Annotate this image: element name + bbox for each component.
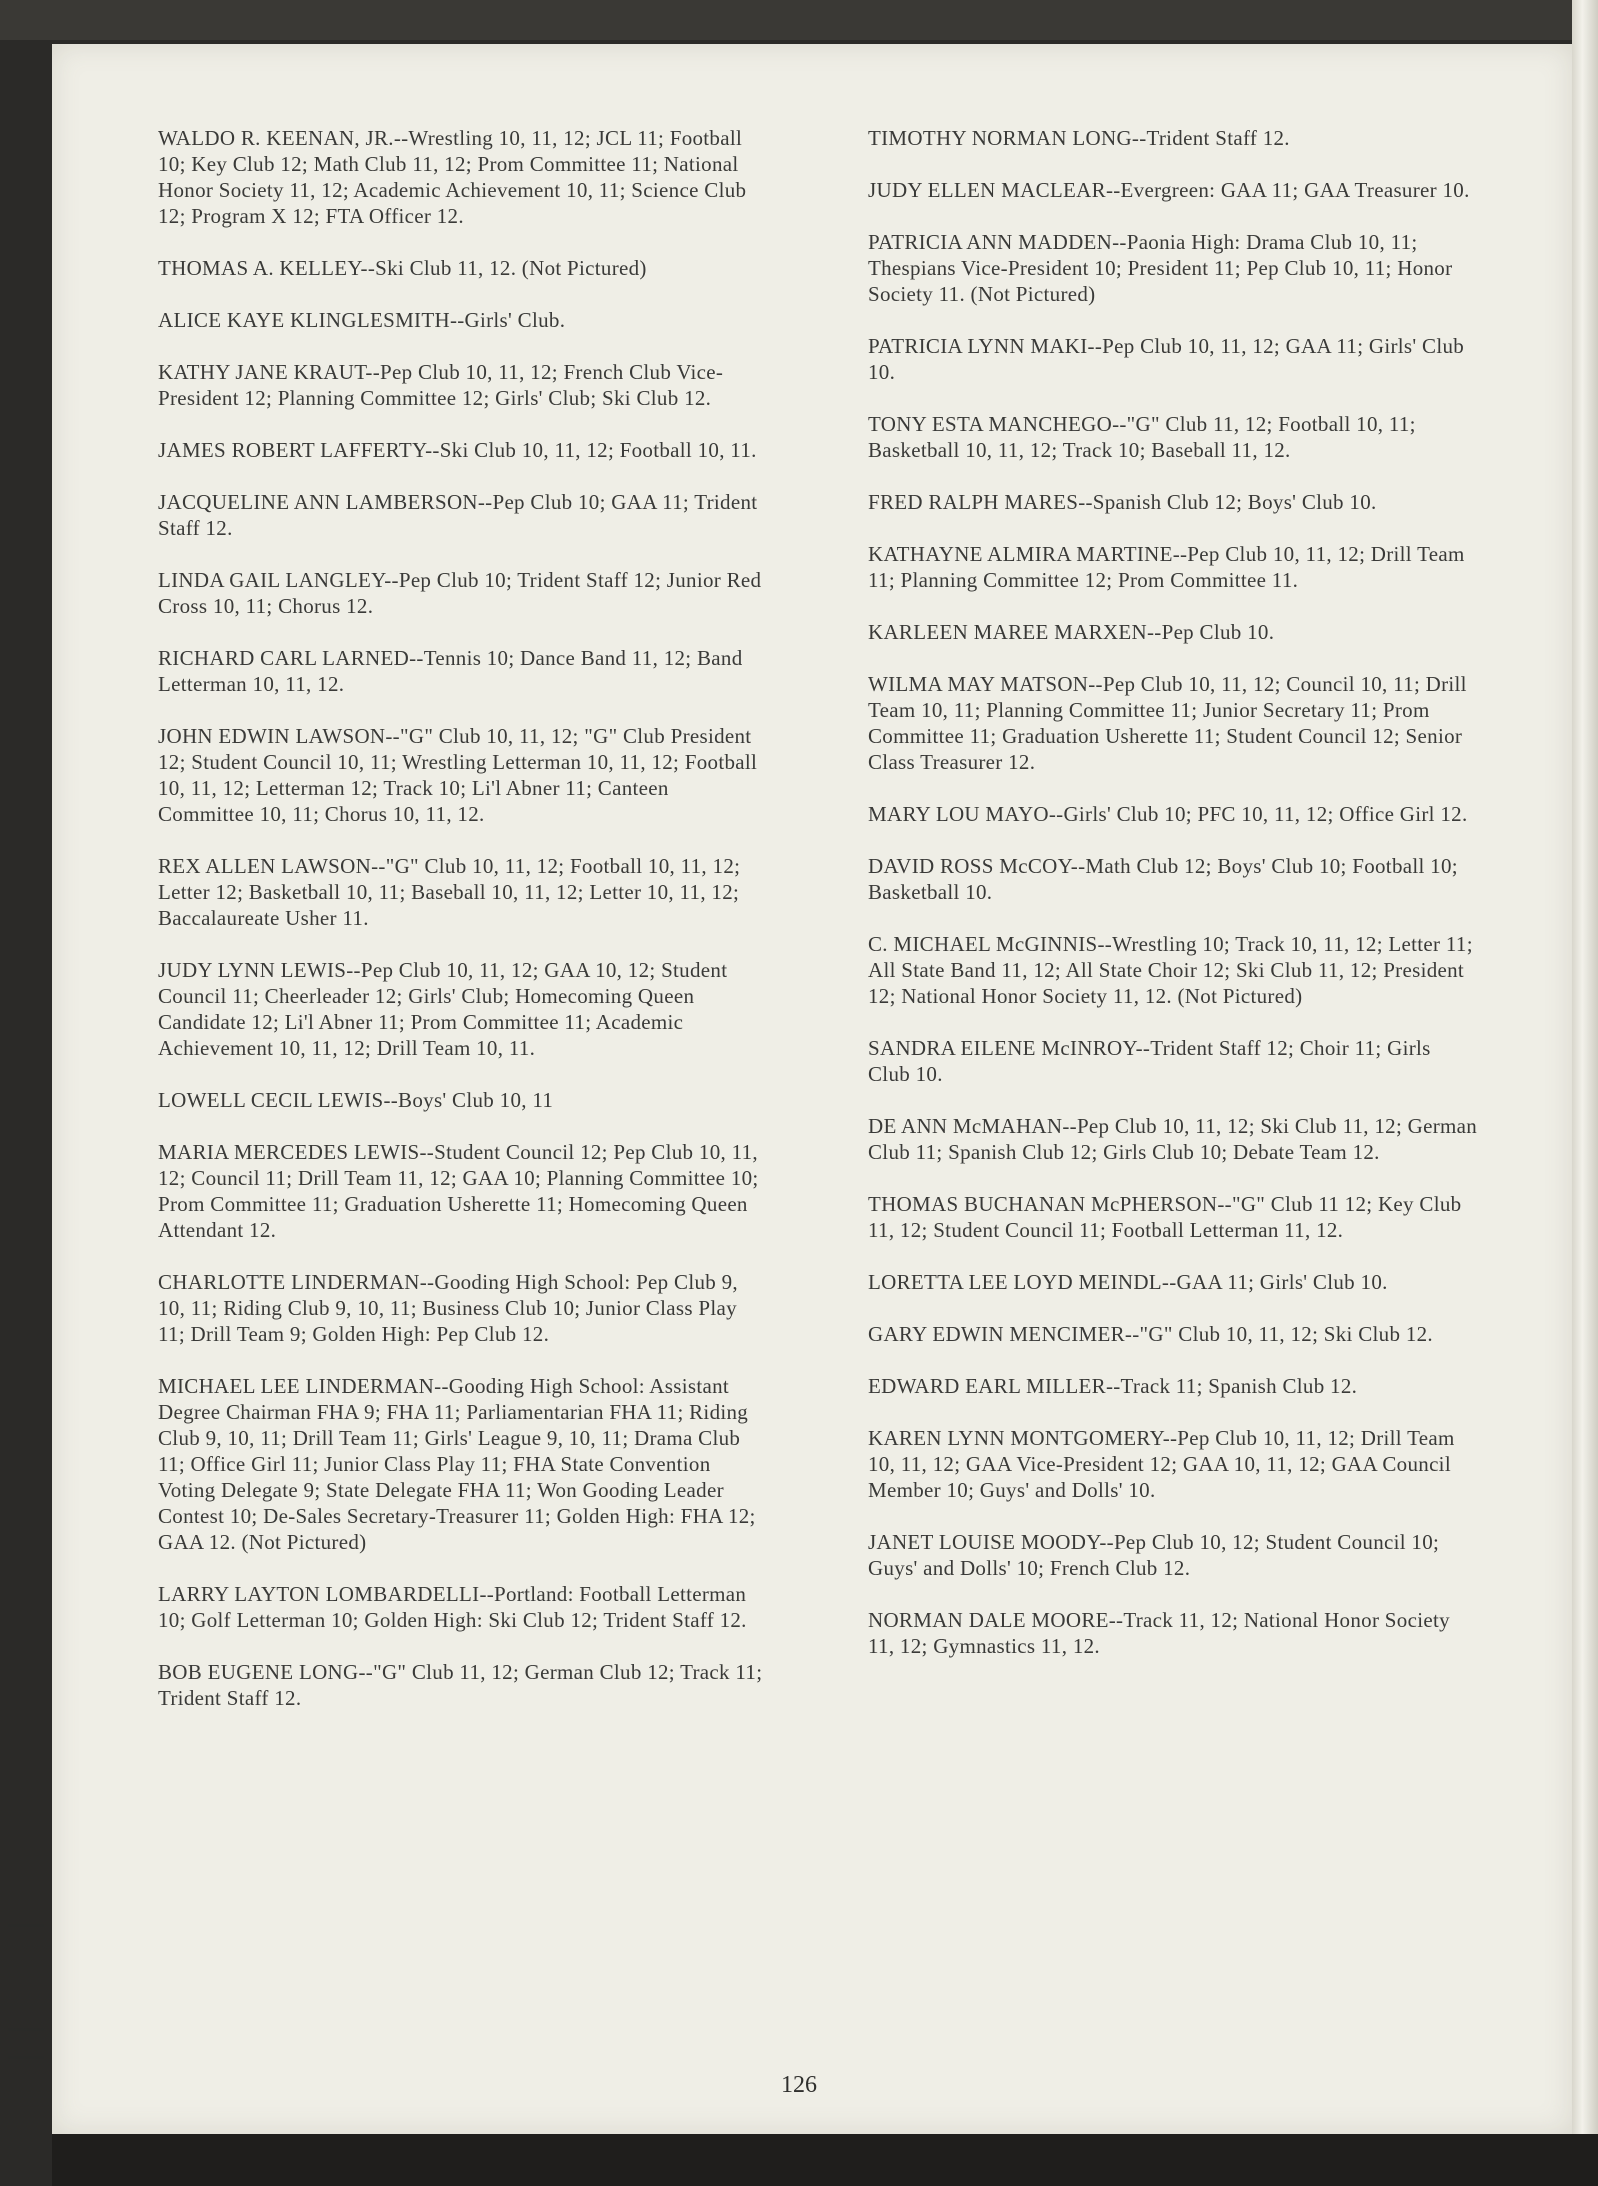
senior-activities: --Pep Club 10; GAA 11; Trident Staff 12. [158,490,758,540]
senior-name: JOHN EDWIN LAWSON [158,724,386,748]
senior-entry [158,437,768,463]
senior-name: WALDO R. KEENAN, JR. [158,126,394,150]
senior-name: REX ALLEN LAWSON [158,854,372,878]
senior-entry [868,1425,1478,1503]
senior-entry [868,1373,1478,1399]
senior-activities: --Pep Club 10, 12; Student Council 10; Guys' and Dolls' 10; French Club 12. [868,1530,1440,1580]
senior-activities: --Gooding High School: Assistant Degree Chairman FHA 9; FHA 11; Parliamentarian FHA 11; Riding Club 9, 10, 11; Drill Team 11; Girls' League 9, 10, 11; Drama Club 11; Office Girl 11; Junior Class Play 11; FHA State Convention Voting Delegate 9; State Delegate FHA 11; Won Gooding Leader Contest 10; De-Sales Secretary-Treasurer 11; Golden High: FHA 12; GAA 12. (Not Pictured) [158,1374,756,1554]
senior-name: LOWELL CECIL LEWIS [158,1088,384,1112]
senior-entry [868,1035,1478,1087]
senior-entry [158,1581,768,1633]
senior-name: JACQUELINE ANN LAMBERSON [158,490,478,514]
senior-name: TIMOTHY NORMAN LONG [868,126,1132,150]
senior-activities: --Girls' Club. [449,308,566,332]
senior-name: THOMAS BUCHANAN McPHERSON [868,1192,1218,1216]
senior-name: DE ANN McMAHAN [868,1114,1063,1138]
senior-name: MARY LOU MAYO [868,802,1049,826]
senior-activities: --Pep Club 10, 11, 12; Drill Team 11; Planning Committee 12; Prom Committee 11. [868,542,1465,592]
senior-entry [158,489,768,541]
senior-entry [158,645,768,697]
senior-entry [868,1113,1478,1165]
senior-entry [868,541,1478,593]
senior-name: MARIA MERCEDES LEWIS [158,1140,420,1164]
senior-entry [158,1269,768,1347]
senior-entry [868,411,1478,463]
senior-entry [158,1139,768,1243]
senior-entry [158,853,768,931]
senior-name: JUDY ELLEN MACLEAR [868,178,1106,202]
senior-entry [868,671,1478,775]
senior-name: KAREN LYNN MONTGOMERY [868,1426,1163,1450]
senior-name: LARRY LAYTON LOMBARDELLI [158,1582,480,1606]
senior-name: FRED RALPH MARES [868,490,1079,514]
senior-activities: --Wrestling 10, 11, 12; JCL 11; Football 10; Key Club 12; Math Club 11, 12; Prom Committee 11; National Honor Society 11, 12; Academic Achievement 10, 11; Science Club 12; Program X 12; FTA Officer 12. [158,126,747,228]
senior-activities: --Trident Staff 12. [1131,126,1290,150]
senior-name: KARLEEN MAREE MARXEN [868,620,1147,644]
senior-entry [868,1269,1478,1295]
senior-entry [868,853,1478,905]
senior-entry [158,567,768,619]
senior-activities: --"G" Club 10, 11, 12; "G" Club President 12; Student Council 10, 11; Wrestling Letterman 10, 11, 12; Football 10, 11, 12; Letterman 12; Track 10; Li'l Abner 11; Canteen Committee 10, 11; Chorus 10, 11, 12. [158,724,758,826]
senior-activities: --"G" Club 11, 12; Football 10, 11; Basketball 10, 11, 12; Track 10; Baseball 11, 12. [868,412,1416,462]
senior-entry [868,931,1478,1009]
senior-entry [158,1659,768,1711]
senior-name: DAVID ROSS McCOY [868,854,1071,878]
senior-activities: --Pep Club 10, 11, 12; French Club Vice-President 12; Planning Committee 12; Girls' Club; Ski Club 12. [158,360,724,410]
senior-activities: --Boys' Club 10, 11 [383,1088,554,1112]
senior-activities: --Pep Club 10, 11, 12; Drill Team 10, 11, 12; GAA Vice-President 12; GAA 10, 11, 12; GAA Council Member 10; Guys' and Dolls' 10. [868,1426,1455,1502]
senior-activities: --Evergreen: GAA 11; GAA Treasurer 10. [1105,178,1470,202]
senior-activities: --GAA 11; Girls' Club 10. [1161,1270,1388,1294]
senior-activities: --"G" Club 11, 12; German Club 12; Track 11; Trident Staff 12. [158,1660,763,1710]
senior-name: TONY ESTA MANCHEGO [868,412,1113,436]
senior-activities: --"G" Club 10, 11, 12; Football 10, 11, 12; Letter 12; Basketball 10, 11; Baseball 10, 11, 12; Letter 10, 11, 12; Baccalaureate Usher 11. [158,854,741,930]
senior-name: CHARLOTTE LINDERMAN [158,1270,420,1294]
senior-activities: --Pep Club 10, 11, 12; Council 10, 11; Drill Team 10, 11; Planning Committee 11; Junior Secretary 11; Prom Committee 11; Graduation Usherette 11; Student Council 12; Senior Class Treasurer 12. [868,672,1467,774]
page-edge-right [1572,0,1598,2186]
senior-name: BOB EUGENE LONG [158,1660,359,1684]
page-number: 126 [781,2072,817,2098]
senior-name: LORETTA LEE LOYD MEINDL [868,1270,1162,1294]
senior-activities: --Pep Club 10, 11, 12; GAA 11; Girls' Club 10. [868,334,1465,384]
senior-entry [158,255,768,281]
senior-name: KATHY JANE KRAUT [158,360,366,384]
senior-activities: --Track 11, 12; National Honor Society 11, 12; Gymnastics 11, 12. [868,1608,1450,1658]
senior-name: JANET LOUISE MOODY [868,1530,1100,1554]
senior-entry [868,177,1478,203]
senior-entry [868,619,1478,645]
senior-name: WILMA MAY MATSON [868,672,1089,696]
senior-name: RICHARD CARL LARNED [158,646,410,670]
senior-name: ALICE KAYE KLINGLESMITH [158,308,450,332]
senior-activities: --Pep Club 10; Trident Staff 12; Junior Red Cross 10, 11; Chorus 12. [158,568,762,618]
senior-activities: --Portland: Football Letterman 10; Golf Letterman 10; Golden High: Ski Club 12; Trident Staff 12. [158,1582,747,1632]
senior-name: KATHAYNE ALMIRA MARTINE [868,542,1173,566]
senior-entry [158,125,768,229]
senior-entry [158,957,768,1061]
senior-name: EDWARD EARL MILLER [868,1374,1106,1398]
margin-mark [8,2056,44,2059]
senior-entry [868,489,1478,515]
senior-name: JUDY LYNN LEWIS [158,958,347,982]
senior-activities: --Tennis 10; Dance Band 11, 12; Band Letterman 10, 11, 12. [158,646,743,696]
margin-mark [8,1924,44,1927]
senior-name: C. MICHAEL McGINNIS [868,932,1098,956]
senior-entry [158,723,768,827]
senior-entry [868,1529,1478,1581]
senior-name: SANDRA EILENE McINROY [868,1036,1136,1060]
senior-name: THOMAS A. KELLEY [158,256,361,280]
senior-activities: --"G" Club 11 12; Key Club 11, 12; Student Council 11; Football Letterman 11, 12. [868,1192,1462,1242]
senior-activities: --Ski Club 10, 11, 12; Football 10, 11. [425,438,757,462]
senior-entry [158,1087,768,1113]
senior-activities: --Pep Club 10. [1147,620,1275,644]
senior-entry [868,229,1478,307]
senior-activities: --Ski Club 11, 12. (Not Pictured) [360,256,647,280]
senior-name: NORMAN DALE MOORE [868,1608,1109,1632]
senior-entry [158,1373,768,1555]
senior-activities: --Spanish Club 12; Boys' Club 10. [1078,490,1377,514]
senior-activities: --Trident Staff 12; Choir 11; Girls Club 10. [868,1036,1431,1086]
senior-name: GARY EDWIN MENCIMER [868,1322,1125,1346]
senior-entry [868,1321,1478,1347]
senior-activities: --Paonia High: Drama Club 10, 11; Thespians Vice-President 10; President 11; Pep Club 10, 11; Honor Society 11. (Not Pictured) [868,230,1453,306]
senior-name: MICHAEL LEE LINDERMAN [158,1374,435,1398]
senior-activities: --Student Council 12; Pep Club 10, 11, 12; Council 11; Drill Team 11, 12; GAA 10; Planning Committee 10; Prom Committee 11; Graduation Usherette 11; Homecoming Queen Attendant 12. [158,1140,759,1242]
senior-entry [158,359,768,411]
senior-activities: --Track 11; Spanish Club 12. [1105,1374,1358,1398]
senior-entry [868,801,1478,827]
senior-entry [868,333,1478,385]
senior-activities: --Pep Club 10, 11, 12; GAA 10, 12; Student Council 11; Cheerleader 12; Girls' Club; Homecoming Queen Candidate 12; Li'l Abner 11; Prom Committee 11; Academic Achievement 10, 11, 12; Drill Team 10, 11. [158,958,728,1060]
senior-entry [158,307,768,333]
senior-activities: --Wrestling 10; Track 10, 11, 12; Letter 11; All State Band 11, 12; All State Choir 12; Ski Club 11, 12; President 12; National Honor Society 11, 12. (Not Pictured) [868,932,1473,1008]
senior-name: PATRICIA ANN MADDEN [868,230,1113,254]
senior-entry [868,125,1478,151]
right-column [868,125,1478,1685]
senior-activities: --"G" Club 10, 11, 12; Ski Club 12. [1124,1322,1433,1346]
senior-activities: --Gooding High School: Pep Club 9, 10, 11; Riding Club 9, 10, 11; Business Club 10; Junior Class Play 11; Drill Team 9; Golden High: Pep Club 12. [158,1270,738,1346]
senior-activities: --Pep Club 10, 11, 12; Ski Club 11, 12; German Club 11; Spanish Club 12; Girls Club 10; Debate Team 12. [868,1114,1478,1164]
senior-name: LINDA GAIL LANGLEY [158,568,385,592]
senior-name: JAMES ROBERT LAFFERTY [158,438,426,462]
margin-mark [8,2028,44,2031]
senior-activities: --Girls' Club 10; PFC 10, 11, 12; Office Girl 12. [1048,802,1468,826]
page-edge-bottom [52,2134,1598,2186]
senior-name: PATRICIA LYNN MAKI [868,334,1088,358]
senior-activities: --Math Club 12; Boys' Club 10; Football 10; Basketball 10. [868,854,1458,904]
senior-entry [868,1607,1478,1659]
senior-entry [868,1191,1478,1243]
left-column [158,125,768,1737]
